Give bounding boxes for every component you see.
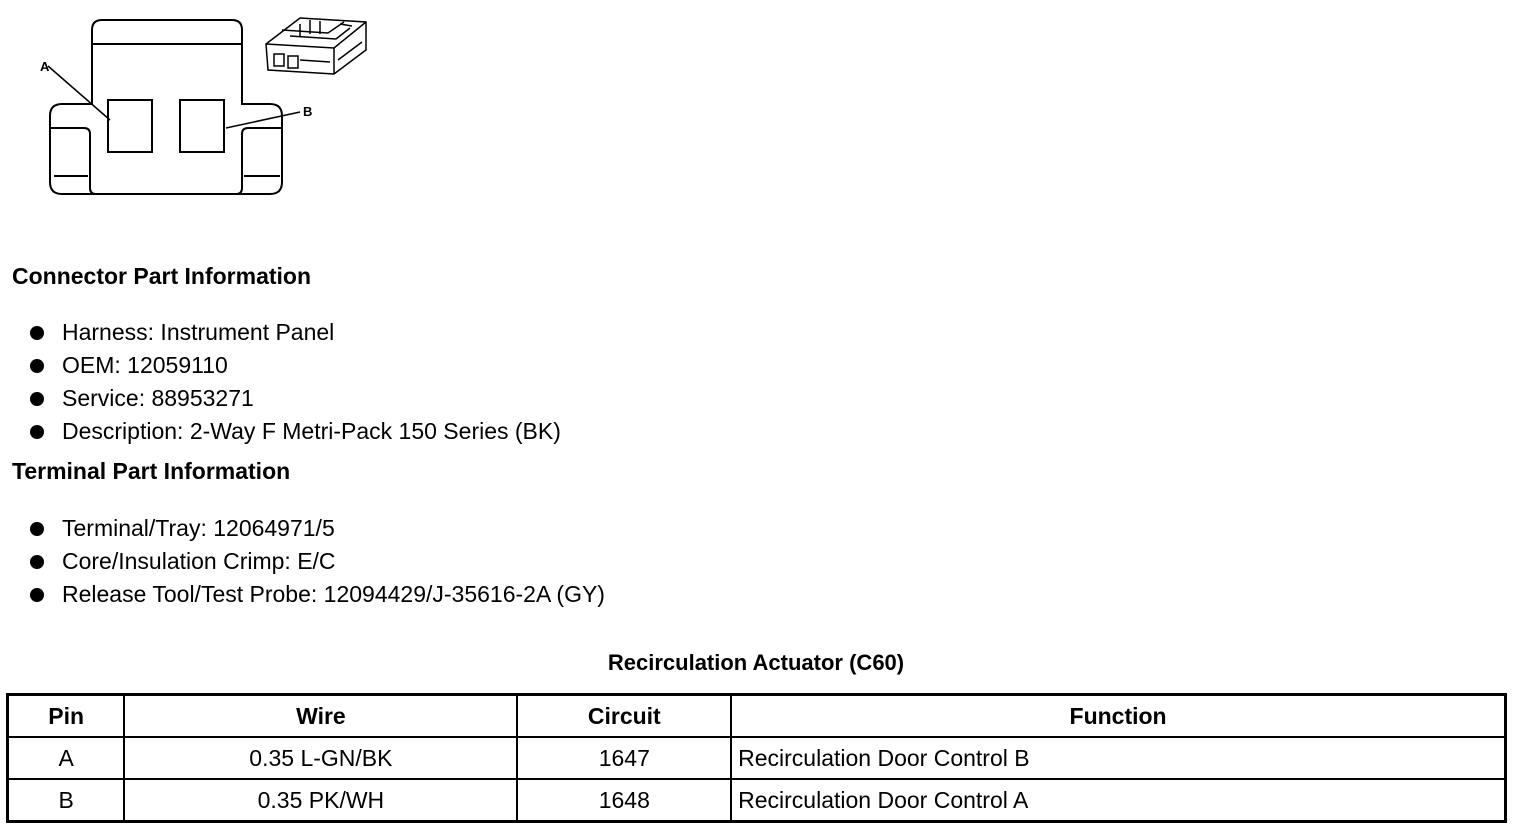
cell-wire: 0.35 PK/WH: [124, 779, 517, 822]
table-header-row: [8, 695, 1506, 738]
list-item: Description: 2-Way F Metri-Pack 150 Series (BK): [30, 415, 561, 448]
bullet-icon: [30, 392, 44, 406]
list-item: Service: 88953271: [30, 382, 561, 415]
table-row: [8, 737, 1506, 779]
connector-latch: [92, 20, 242, 78]
cell-function: Recirculation Door Control B: [731, 737, 1505, 779]
list-item: Core/Insulation Crimp: E/C: [30, 545, 605, 578]
callout-a-label: A: [40, 59, 50, 74]
list-item: Terminal/Tray: 12064971/5: [30, 512, 605, 545]
connector-info-list: [30, 316, 561, 448]
cell-pin: B: [8, 779, 125, 822]
terminal-section-title: Terminal Part Information: [12, 458, 291, 484]
pinout-table: [6, 693, 1507, 823]
connector-section-title: Connector Part Information: [12, 263, 312, 289]
connector-diagram: [0, 0, 400, 210]
bullet-icon: [30, 555, 44, 569]
list-item: Release Tool/Test Probe: 12094429/J-35616-2A (GY): [30, 578, 605, 611]
bullet-icon: [30, 359, 44, 373]
list-item: OEM: 12059110: [30, 349, 561, 382]
cell-function: Recirculation Door Control A: [731, 779, 1505, 822]
bullet-icon: [30, 425, 44, 439]
terminal-info-list: [30, 512, 605, 611]
bullet-icon: [30, 326, 44, 340]
cell-wire: 0.35 L-GN/BK: [124, 737, 517, 779]
header-pin: Pin: [8, 695, 125, 738]
cell-circuit: 1647: [517, 737, 731, 779]
bullet-icon: [30, 588, 44, 602]
header-wire: Wire: [124, 695, 517, 738]
bullet-icon: [30, 522, 44, 536]
list-item: Harness: Instrument Panel: [30, 316, 561, 349]
cavity-b: [180, 100, 224, 152]
header-circuit: Circuit: [517, 695, 731, 738]
callout-b-label: B: [303, 104, 313, 119]
header-function: Function: [731, 695, 1505, 738]
cell-circuit: 1648: [517, 779, 731, 822]
table-row: [8, 779, 1506, 822]
cell-pin: A: [8, 737, 125, 779]
table-title: Recirculation Actuator (C60): [607, 650, 905, 675]
connector-isometric-icon: [266, 18, 366, 74]
cavity-a: [108, 100, 152, 152]
